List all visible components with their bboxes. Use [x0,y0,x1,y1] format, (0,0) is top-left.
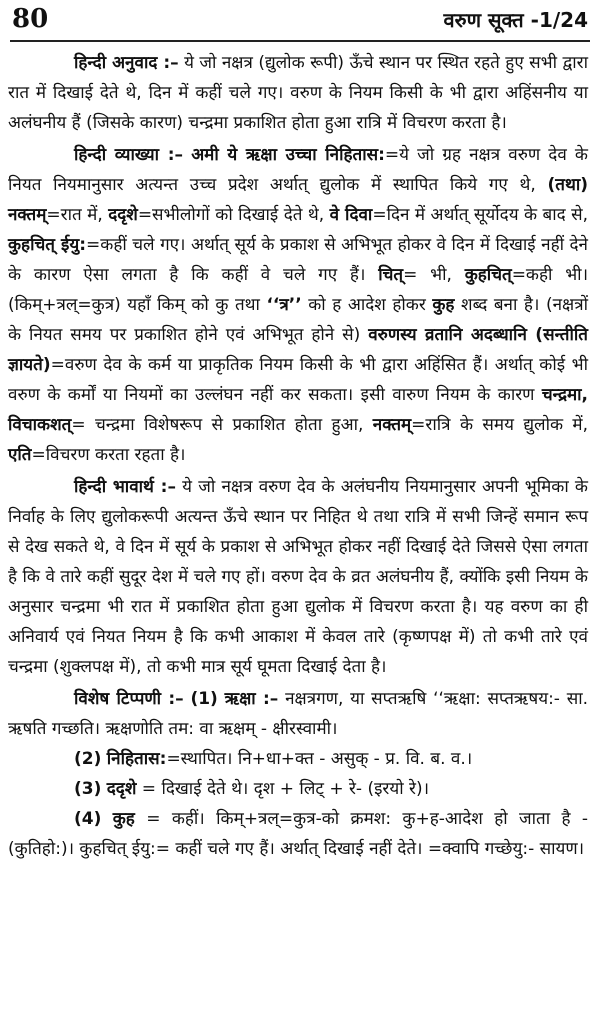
tippani-note-term: ददृशे [106,779,137,799]
vyakhya-text-segment: शब्द बना है। (नक्षत्रों के नियत समय पर प्रकाशित होने एवं अभिभूत होने से) [8,295,589,345]
vyakhya-text-segment: =कही भी। (किम्+त्रल्=कुत्र) यहाँ किम् को कु तथा [8,265,589,315]
hindi-anuvad-paragraph [8,48,588,138]
header-rule [10,40,590,42]
vyakhya-text-segment: =विचरण करता रहता है। [31,445,186,465]
vyakhya-term: वरुणस्य व्रतानि अदब्धानि (सन्तीति ज्ञायते) [8,325,588,375]
tippani-note-3 [8,774,588,804]
hindi-vyakhya-paragraph [8,140,588,470]
vyakhya-text-segment: =दिन में अर्थात् सूर्योदय के बाद से, [372,205,589,225]
tippani-note-2 [8,744,588,774]
vyakhya-term: चन्द्रमा, विचाकशत् [8,385,588,435]
tippani-note-text: =स्थापित। नि+धा+क्त - असुक् - प्र. वि. ब. व.। [166,749,473,769]
page-number: 80 [12,4,49,34]
hindi-bhavarth-paragraph [8,472,588,682]
tippani-note-number: (3) [74,779,102,799]
hindi-anuvad-text: ये जो नक्षत्र (द्युलोक रूपी) ऊँचे स्थान पर स्थित रहते हुए सभी द्वारा रात में दिखाई देते थे, दिन में कहीं चले गए। वरुण के नियम किसी के भी द्वारा अहिंसनीय या अलंघनीय हैं (जिसके कारण) चन्द्रमा प्रकाशित होता हुआ रात्रि में विचरण करता है। [8,53,588,133]
tippani-note-number: (1) [190,689,218,709]
vyakhya-term: ददृशे [108,205,138,225]
vyakhya-text-segment: =वरुण देव के कर्म या प्राकृतिक नियम किसी के भी द्वारा अहिंसित हैं। अर्थात् कोई भी वरुण के कर्मों या नियमों का उल्लंघन नहीं कर सकता। इसी वारुण नियम के कारण [8,355,588,405]
tippani-note-1 [8,684,588,744]
vyakhya-text-segment: = चन्द्रमा विशेषरूप से प्रकाशित होता हुआ, [71,415,373,435]
vishesh-tippani-section [8,684,588,864]
vyakhya-text-segment: =रात्रि के समय द्युलोक में, [411,415,588,435]
vyakhya-text-segment: = भी, [403,265,465,285]
hindi-bhavarth-heading: हिन्दी भावार्थ :– [74,477,176,497]
hindi-vyakhya-text [8,145,588,465]
vyakhya-term: अमी ये ऋक्षा उच्चा निहितास: [191,145,385,165]
vyakhya-text-segment: =कहीं चले गए। अर्थात् सूर्य के प्रकाश से अभिभूत होकर वे दिन में दिखाई नहीं देने के कारण ऐसा लगता है कि कहीं वे चले गए हैं। [8,235,588,285]
vyakhya-text-segment: =सभीलोगों को दिखाई देते थे, [137,205,330,225]
page-content [8,48,588,864]
tippani-note-text: नक्षत्रगण, या सप्तऋषि ‘‘ऋक्षा: सप्तऋषय:- सा. ऋषति गच्छति। ऋक्षणोति तम: वा ऋक्षम् - क्षीरस्वामी। [8,689,589,739]
vyakhya-term: (तथा) नक्तम् [8,175,588,225]
vishesh-tippani-heading: विशेष टिप्पणी :– [74,689,184,709]
tippani-note-4 [8,804,588,864]
vyakhya-term: कुहचित् ईयु: [8,235,87,255]
vyakhya-term: कुह [432,295,455,315]
vyakhya-term: नक्तम् [372,415,412,435]
vyakhya-text-segment: =ये जो ग्रह नक्षत्र वरुण देव के नियत नियमानुसार अत्यन्त उच्च प्रदेश अर्थात् द्युलोक में स्थापित किये गए थे, [8,145,588,195]
tippani-note-term: कुह [112,809,135,829]
hindi-anuvad-heading: हिन्दी अनुवाद :– [74,53,179,73]
tippani-note-number: (4) [74,809,102,829]
vyakhya-term: चित् [378,265,404,285]
vyakhya-text-segment: को ह आदेश होकर [301,295,433,315]
tippani-note-term: निहितास: [106,749,167,769]
hindi-vyakhya-heading: हिन्दी व्याख्या :– [74,145,184,165]
tippani-note-number: (2) [74,749,102,769]
vyakhya-text-segment: =रात में, [46,205,109,225]
vyakhya-term: वे दिवा [329,205,373,225]
tippani-note-text: = कहीं। किम्+त्रल्=कुत्र-को क्रमश: कु+ह-आदेश हो जाता है - (कुतिहो:)। कुहचित् ईयु:= कहीं चले गए हैं। अर्थात् दिखाई नहीं देते। =क्वापि गच्छेयु:- सायण। [8,809,589,859]
vyakhya-term: ‘‘त्र’’ [266,295,302,315]
tippani-note-term: ऋक्षा :– [224,689,279,709]
running-head: वरुण सूक्त -1/24 [443,8,588,32]
vyakhya-term: एति [8,445,32,465]
vyakhya-term: कुहचित् [464,265,512,285]
hindi-bhavarth-text: ये जो नक्षत्र वरुण देव के अलंघनीय नियमानुसार अपनी भूमिका के निर्वाह के लिए द्युलोकरूपी अत्यन्त ऊँचे स्थान पर निहित थे तथा रात्रि में सभी जिन्हें समान रूप से देख सकते थे, वे दिन में सूर्य के प्रकाश से अभिभूत होकर नहीं दिखाई देते जिससे ऐसा लगता है कि वे तारे कहीं सुदूर देश में चले गए हों। वरुण देव के व्रत अलंघनीय हैं, क्योंकि इसी नियम के अनुसार चन्द्रमा भी रात में प्रकाशित होता हुआ द्युलोक में विचरण करता है। यह वरुण का ही अनिवार्य एवं नियत नियम है कि कभी आकाश में केवल तारे (कृष्णपक्ष में) तो कभी तारे एवं चन्द्रमा (शुक्लपक्ष में), तो कभी मात्र सूर्य घूमता दिखाई देता है। [8,477,588,677]
tippani-note-text: = दिखाई देते थे। दृश + लिट् + रे- (इरयो रे)। [136,779,430,799]
